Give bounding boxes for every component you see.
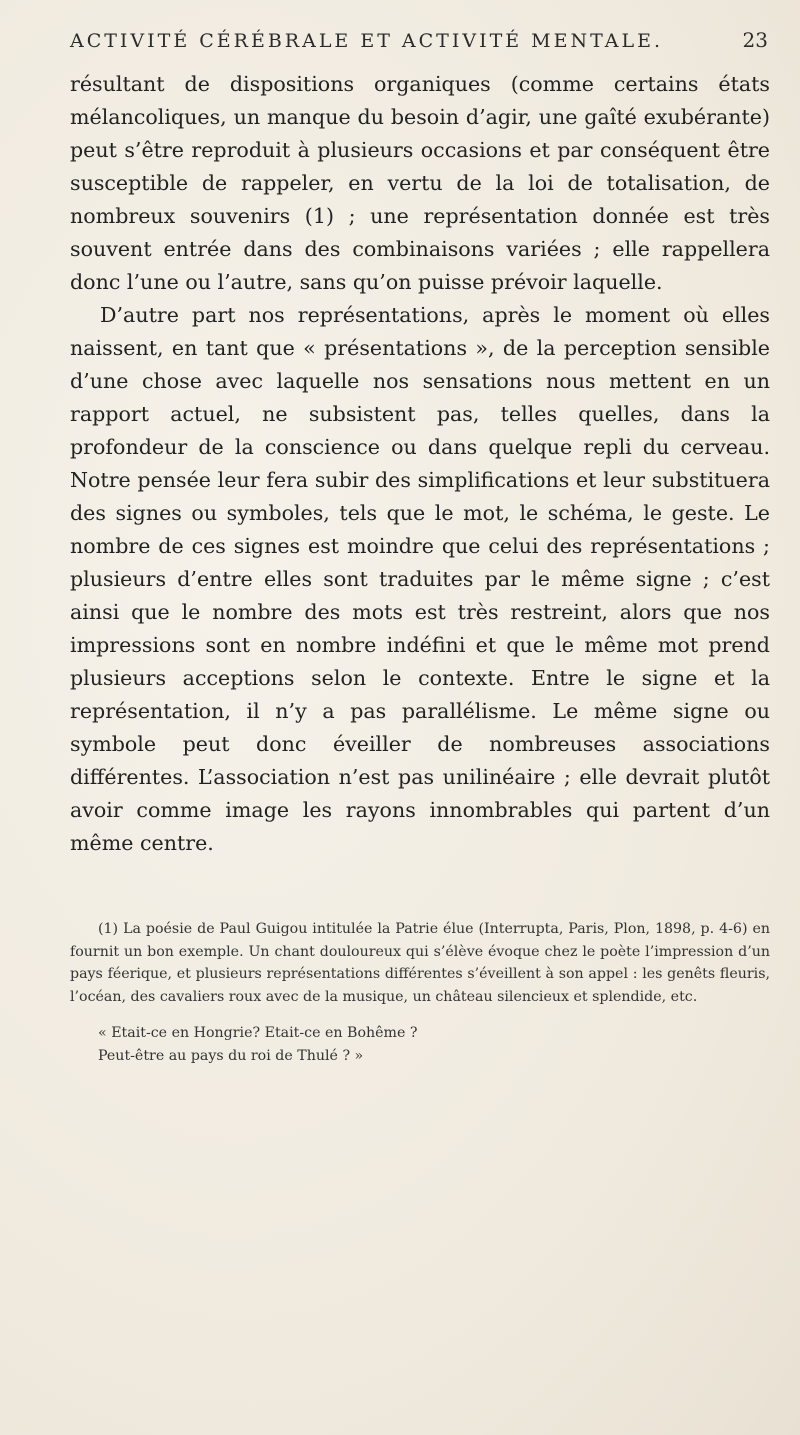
footnotes	[70, 918, 770, 1067]
main-text	[70, 68, 770, 860]
page-number: 23	[742, 28, 768, 52]
running-head: ACTIVITÉ CÉRÉBRALE ET ACTIVITÉ MENTALE.	[70, 30, 664, 52]
footnote-quote	[70, 1022, 770, 1067]
quote-line-1: « Etait-ce en Hongrie? Etait-ce en Bohême ?	[98, 1025, 418, 1041]
paragraph-continuation: résultant de dispositions organiques (comme certains états mélancoliques, un manque du besoin d’agir, une gaîté exubérante) peut s’être reproduit à plusieurs occasions et par conséquent être susceptible de rappeler, en vertu de la loi de totalisation, de nombreux souvenirs (1) ; une représentation donnée est très souvent entrée dans des combinaisons variées ; elle rappellera donc l’une ou l’autre, sans qu’on puisse prévoir laquelle.	[70, 72, 770, 294]
quote-line-2: Peut-être au pays du roi de Thulé ? »	[98, 1047, 364, 1064]
footnote-1: (1) La poésie de Paul Guigou intitulée la Patrie élue (Interrupta, Paris, Plon, 1898, p. 4-6) en fournit un bon exemple. Un chant douloureux qui s’élève évoque chez le poète l’impression d’un pays féerique, et plusieurs représentations différentes s’éveillent à son appel : les genêts fleuris, l’océan, des cavaliers roux avec de la musique, un château silencieux et splendide, etc.	[70, 921, 770, 1005]
page-header	[70, 28, 768, 52]
paragraph: D’autre part nos représentations, après le moment où elles naissent, en tant que « présentations », de la perception sensible d’une chose avec laquelle nos sensations nous mettent en un rapport actuel, ne subsistent pas, telles quelles, dans la profondeur de la conscience ou dans quelque repli du cerveau. Notre pensée leur fera subir des simplifications et leur substituera des signes ou symboles, tels que le mot, le schéma, le geste. Le nombre de ces signes est moindre que celui des représentations ; plusieurs d’entre elles sont traduites par le même signe ; c’est ainsi que le nombre des mots est très restreint, alors que nos impressions sont en nombre indéfini et que le même mot prend plusieurs acceptions selon le contexte. Entre le signe et la représentation, il n’y a pas parallélisme. Le même signe ou symbole peut donc éveiller de nombreuses associations différentes. L’association n’est pas unilinéaire ; elle devrait plutôt avoir comme image les rayons innombrables qui partent d’un même centre.	[70, 303, 770, 855]
